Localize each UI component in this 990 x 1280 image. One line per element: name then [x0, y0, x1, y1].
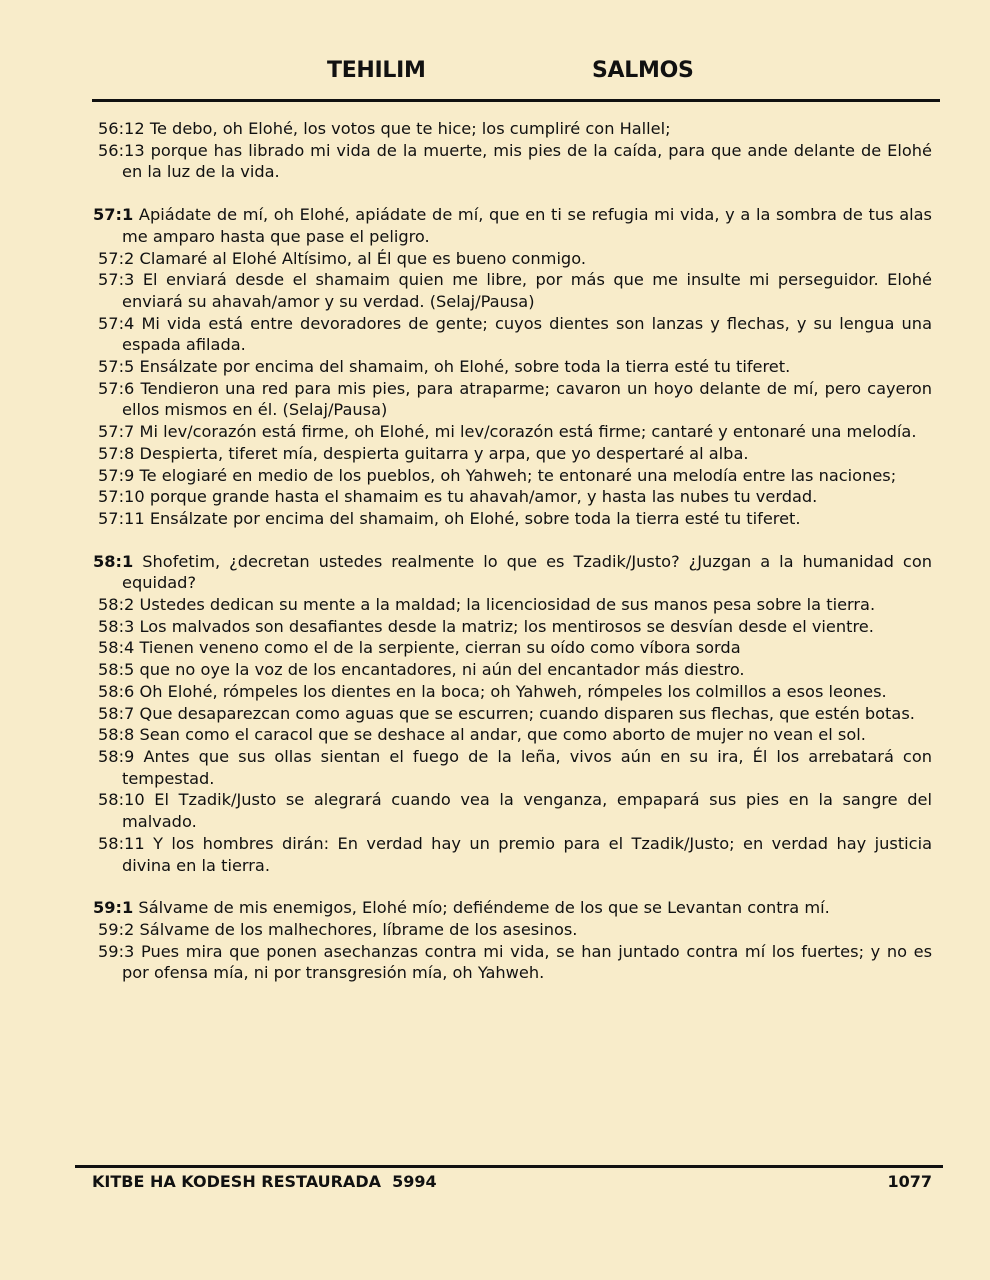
verse: [96, 616, 932, 638]
verse: [96, 681, 932, 703]
verse: [93, 204, 932, 247]
verse: [96, 703, 932, 725]
verse: [96, 269, 932, 312]
verse-text: Sálvame de mis enemigos, Elohé mío; defiéndeme de los que se Levantan contra mí.: [138, 898, 830, 918]
verse-ref: 58:5: [98, 660, 135, 680]
verse: [96, 421, 932, 443]
verse: [96, 356, 932, 378]
verse-text: Clamaré al Elohé Altísimo, al Él que es bueno conmigo.: [139, 248, 586, 268]
verse-ref: 57:4: [98, 313, 135, 333]
verse-text: porque grande hasta el shamaim es tu ahavah/amor, y hasta las nubes tu verdad.: [149, 487, 818, 507]
verse-text: El enviará desde el shamaim quien me libre, por más que me insulte mi perseguidor. Elohé enviará su ahavah/amor y su verdad. (Selaj/Pausa): [122, 270, 932, 311]
verse: [96, 118, 932, 140]
verse-text: Tienen veneno como el de la serpiente, cierran su oído como víbora sorda: [139, 638, 741, 658]
verse-text: Ustedes dedican su mente a la maldad; la licenciosidad de sus manos pesa sobre la tierra.: [139, 595, 876, 615]
header-book-hebrew: TEHILIM: [327, 58, 426, 83]
verse-text: Los malvados son desafiantes desde la matriz; los mentirosos se desvían desde el vientre.: [139, 616, 874, 636]
verse-ref: 58:9: [98, 746, 135, 766]
verse: [96, 486, 932, 508]
verse: [96, 378, 932, 421]
verse-text: que no oye la voz de los encantadores, ni aún del encantador más diestro.: [139, 660, 745, 680]
verse: [96, 833, 932, 876]
verse: [96, 919, 932, 941]
verse-text: Apiádate de mí, oh Elohé, apiádate de mí, que en ti se refugia mi vida, y a la sombra de tus alas me amparo hasta que pase el peligro.: [122, 205, 932, 246]
chapter-gap: [96, 183, 932, 204]
verse-ref: 58:8: [98, 725, 135, 745]
verse-text: Shofetim, ¿decretan ustedes realmente lo que es Tzadik/Justo? ¿Juzgan a la humanidad con equidad?: [122, 551, 932, 593]
header-rule: [92, 99, 940, 102]
verse-ref: 58:10: [98, 790, 145, 810]
verse-text: Mi vida está entre devoradores de gente; cuyos dientes son lanzas y flechas, y su lengua una espada afilada.: [122, 313, 932, 355]
verse: [96, 789, 932, 832]
verse-text: Sálvame de los malhechores, líbrame de los asesinos.: [139, 919, 578, 939]
verse: [96, 443, 932, 465]
verse-text: Sean como el caracol que se deshace al andar, que como aborto de mujer no vean el sol.: [139, 725, 866, 745]
verse-ref: 58:3: [98, 616, 135, 636]
verse: [96, 746, 932, 789]
verse-ref: 57:2: [98, 248, 135, 268]
verse: [96, 637, 932, 659]
verse-text: Antes que sus ollas sientan el fuego de la leña, vivos aún en su ira, Él los arrebatará con tempestad.: [122, 746, 932, 788]
verse: [96, 508, 932, 530]
verse-ref: 59:2: [98, 919, 135, 939]
verse: [96, 248, 932, 270]
verse-text: Te debo, oh Elohé, los votos que te hice; los cumpliré con Hallel;: [149, 119, 671, 138]
verse-text: Mi lev/corazón está firme, oh Elohé, mi lev/corazón está firme; cantaré y entonaré una melodía.: [139, 422, 917, 442]
verse-text: Tendieron una red para mis pies, para atraparme; cavaron un hoyo delante de mí, pero cayeron ellos mismos en él. (Selaj/Pausa): [122, 378, 932, 420]
verse-ref: 57:7: [98, 422, 135, 442]
verse-ref: 59:3: [98, 941, 135, 961]
verse: [93, 897, 932, 919]
verse-text: Y los hombres dirán: En verdad hay un premio para el Tzadik/Justo; en verdad hay justicia divina en la tierra.: [122, 833, 932, 875]
verse-ref: 57:11: [98, 508, 145, 528]
verse: [96, 313, 932, 356]
verse-text: El Tzadik/Justo se alegrará cuando vea la venganza, empapará sus pies en la sangre del malvado.: [122, 790, 932, 832]
chapter-gap: [96, 530, 932, 551]
verse-text: Ensálzate por encima del shamaim, oh Elohé, sobre toda la tierra esté tu tiferet.: [149, 508, 801, 528]
verse-ref: 58:7: [98, 703, 135, 723]
verse-ref: 58:11: [98, 833, 145, 853]
verse-text: porque has librado mi vida de la muerte, mis pies de la caída, para que ande delante de Elohé en la luz de la vida.: [122, 140, 932, 182]
verse-text: Que desaparezcan como aguas que se escurren; cuando disparen sus flechas, que estén botas.: [139, 703, 915, 723]
verse-ref: 56:12: [98, 119, 145, 138]
verse: [96, 465, 932, 487]
page-number: 1077: [887, 1172, 932, 1191]
verse-ref: 57:3: [98, 270, 135, 290]
verse-ref: 57:1: [93, 205, 134, 225]
verse-ref: 58:6: [98, 681, 135, 701]
verse-ref: 59:1: [93, 898, 134, 918]
verse-text: Ensálzate por encima del shamaim, oh Elohé, sobre toda la tierra esté tu tiferet.: [139, 357, 791, 377]
chapter-gap: [96, 876, 932, 897]
footer-rule: [75, 1165, 943, 1168]
verse: [96, 724, 932, 746]
verse-ref: 57:10: [98, 487, 145, 507]
verse-text: Te elogiaré en medio de los pueblos, oh Yahweh; te entonaré una melodía entre las naciones;: [139, 465, 897, 485]
header-book-spanish: SALMOS: [592, 58, 694, 83]
verse-text: Pues mira que ponen asechanzas contra mi vida, se han juntado contra mí los fuertes; y no es por ofensa mía, ni por transgresión mía, oh Yahweh.: [122, 941, 932, 983]
verse-ref: 57:5: [98, 357, 135, 377]
verse-ref: 57:8: [98, 443, 135, 463]
verse-text: Despierta, tiferet mía, despierta guitarra y arpa, que yo despertaré al alba.: [139, 443, 749, 463]
verse-text: Oh Elohé, rómpeles los dientes en la boca; oh Yahweh, rómpeles los colmillos a esos leones.: [139, 681, 887, 701]
page-header: [0, 58, 990, 90]
verse: [96, 941, 932, 984]
footer-title: KITBE HA KODESH RESTAURADA 5994: [92, 1172, 437, 1191]
verse: [96, 594, 932, 616]
verse: [93, 551, 932, 594]
verse: [96, 140, 932, 183]
verse-content: [93, 118, 932, 984]
verse-ref: 57:6: [98, 378, 135, 398]
verse-ref: 58:4: [98, 638, 135, 658]
verse: [96, 659, 932, 681]
verse-ref: 57:9: [98, 465, 135, 485]
verse-ref: 58:1: [93, 551, 134, 571]
verse-ref: 58:2: [98, 595, 135, 615]
verse-ref: 56:13: [98, 140, 145, 160]
